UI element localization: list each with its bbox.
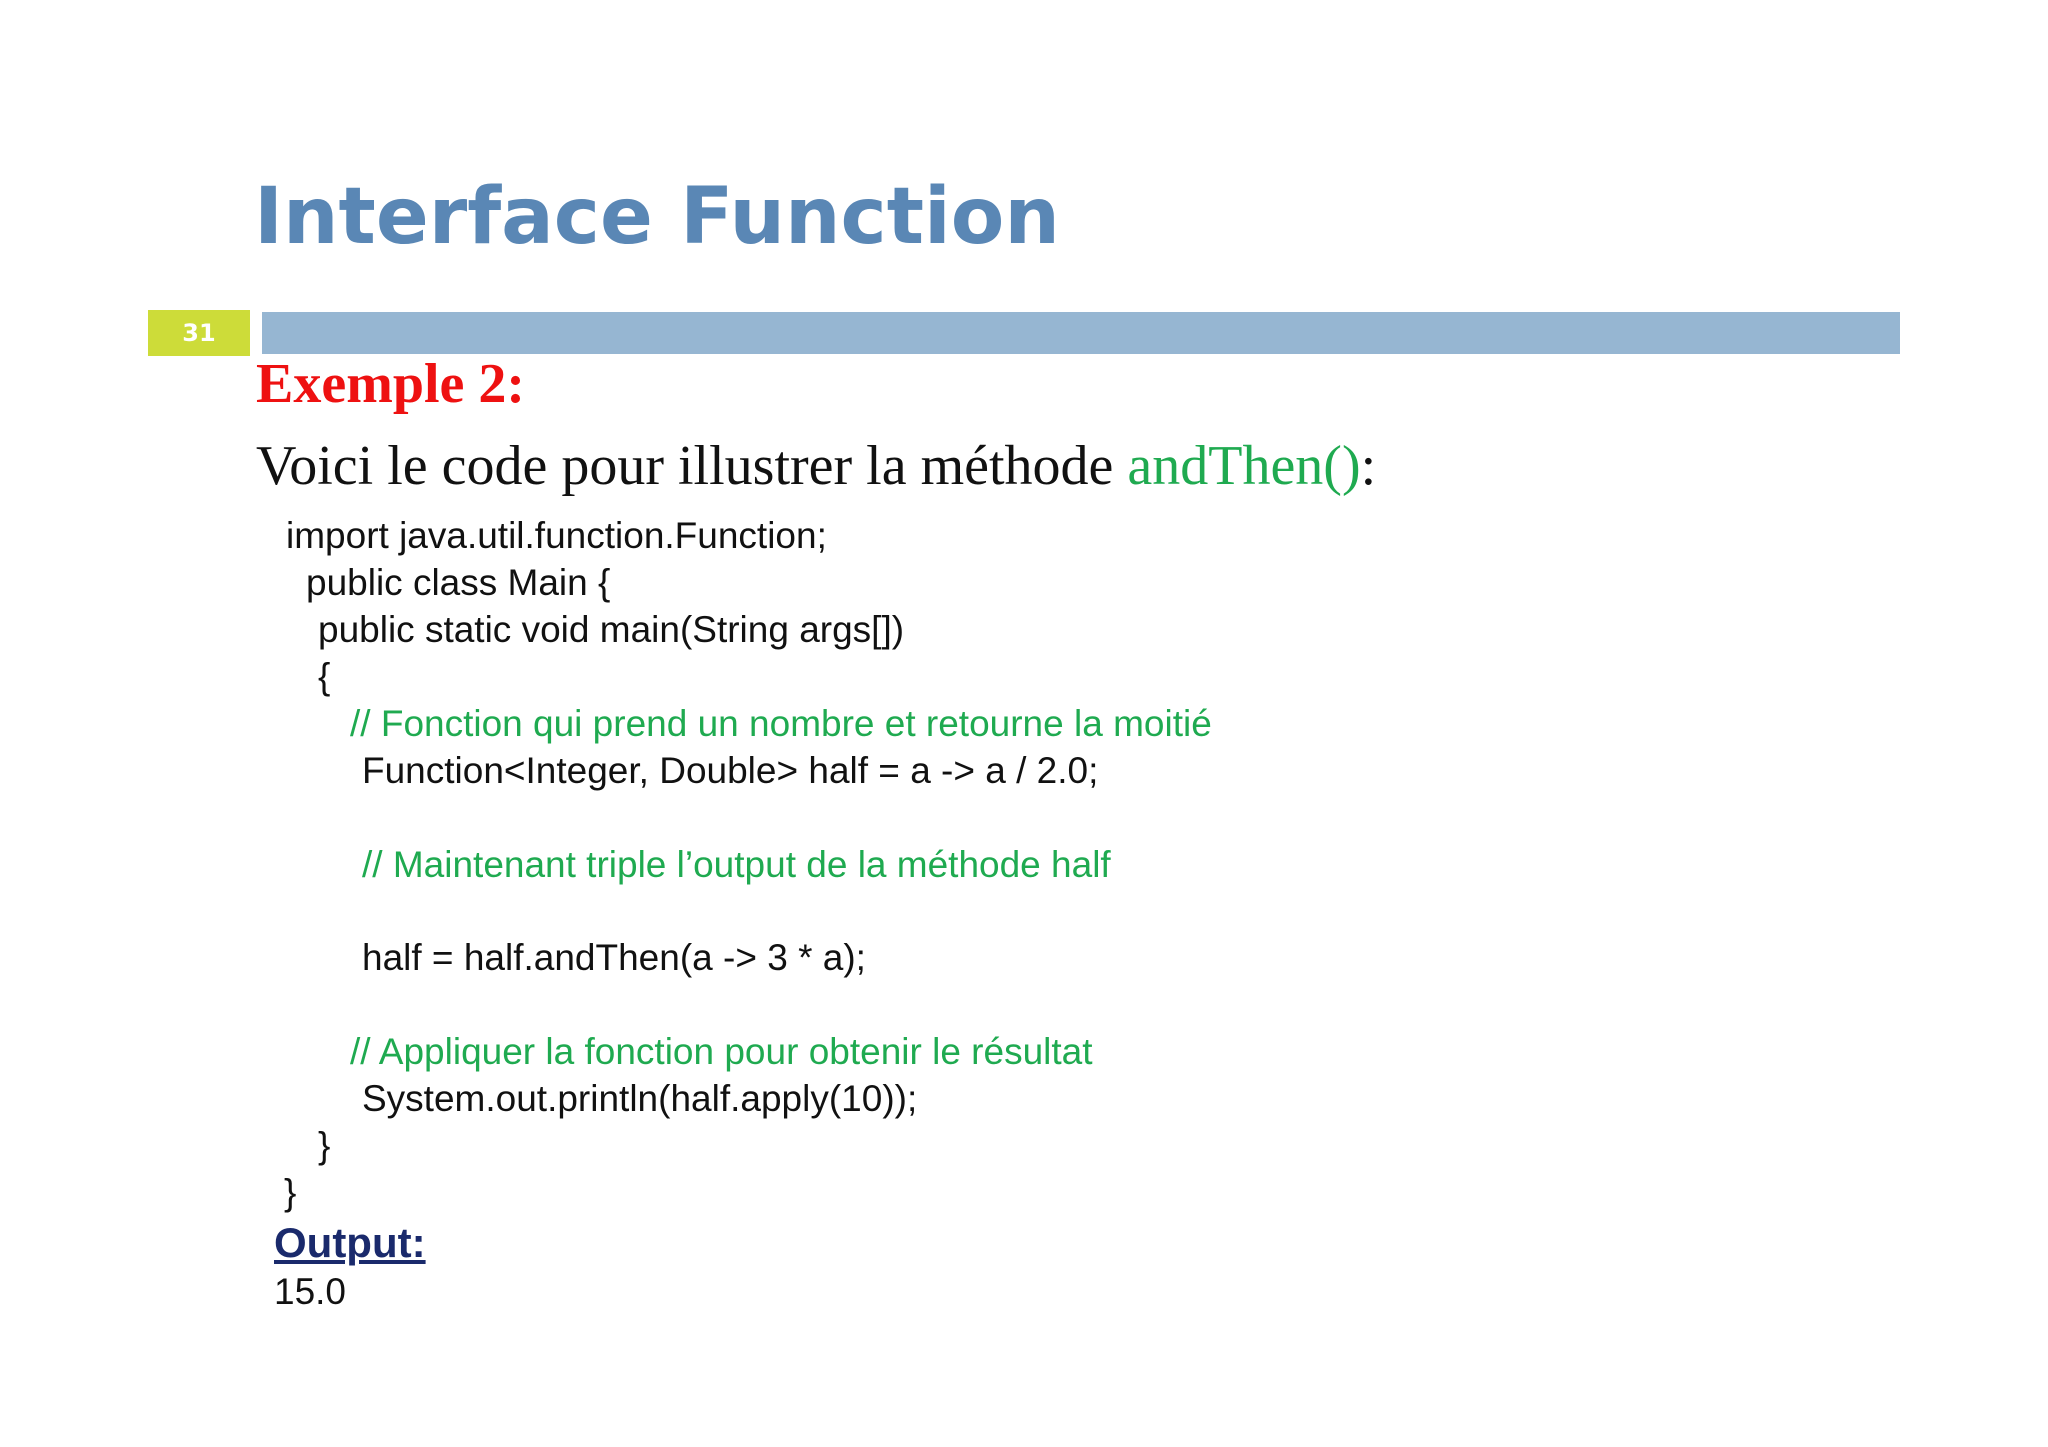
code-line: } — [318, 1125, 331, 1166]
page-number-badge: 31 — [148, 310, 250, 356]
output-value: 15.0 — [274, 1271, 347, 1312]
intro-text-suffix: : — [1360, 435, 1377, 497]
code-line: half = half.andThen(a -> 3 * a); — [362, 937, 866, 978]
code-comment: // Maintenant triple l’output de la méthode half — [362, 844, 1111, 885]
intro-method-name: andThen() — [1127, 435, 1361, 497]
code-comment: // Appliquer la fonction pour obtenir le résultat — [350, 1031, 1093, 1072]
output-label: Output: — [274, 1219, 426, 1266]
code-line: { — [318, 656, 331, 697]
slide-title: Interface Function — [254, 172, 1060, 262]
code-comment: // Fonction qui prend un nombre et retourne la moitié — [350, 703, 1212, 744]
title-divider-bar — [262, 312, 1900, 354]
code-line: Function<Integer, Double> half = a -> a / 2.0; — [362, 750, 1099, 791]
code-line: import java.util.function.Function; — [286, 515, 827, 556]
code-line: public static void main(String args[]) — [318, 609, 905, 650]
code-line: } — [284, 1172, 297, 1213]
code-line: System.out.println(half.apply(10)); — [362, 1078, 918, 1119]
intro-text — [256, 434, 1376, 498]
intro-text-main: Voici le code pour illustrer la méthode — [256, 435, 1128, 497]
example-heading: Exemple 2: — [256, 353, 526, 415]
code-line: public class Main { — [306, 562, 611, 603]
